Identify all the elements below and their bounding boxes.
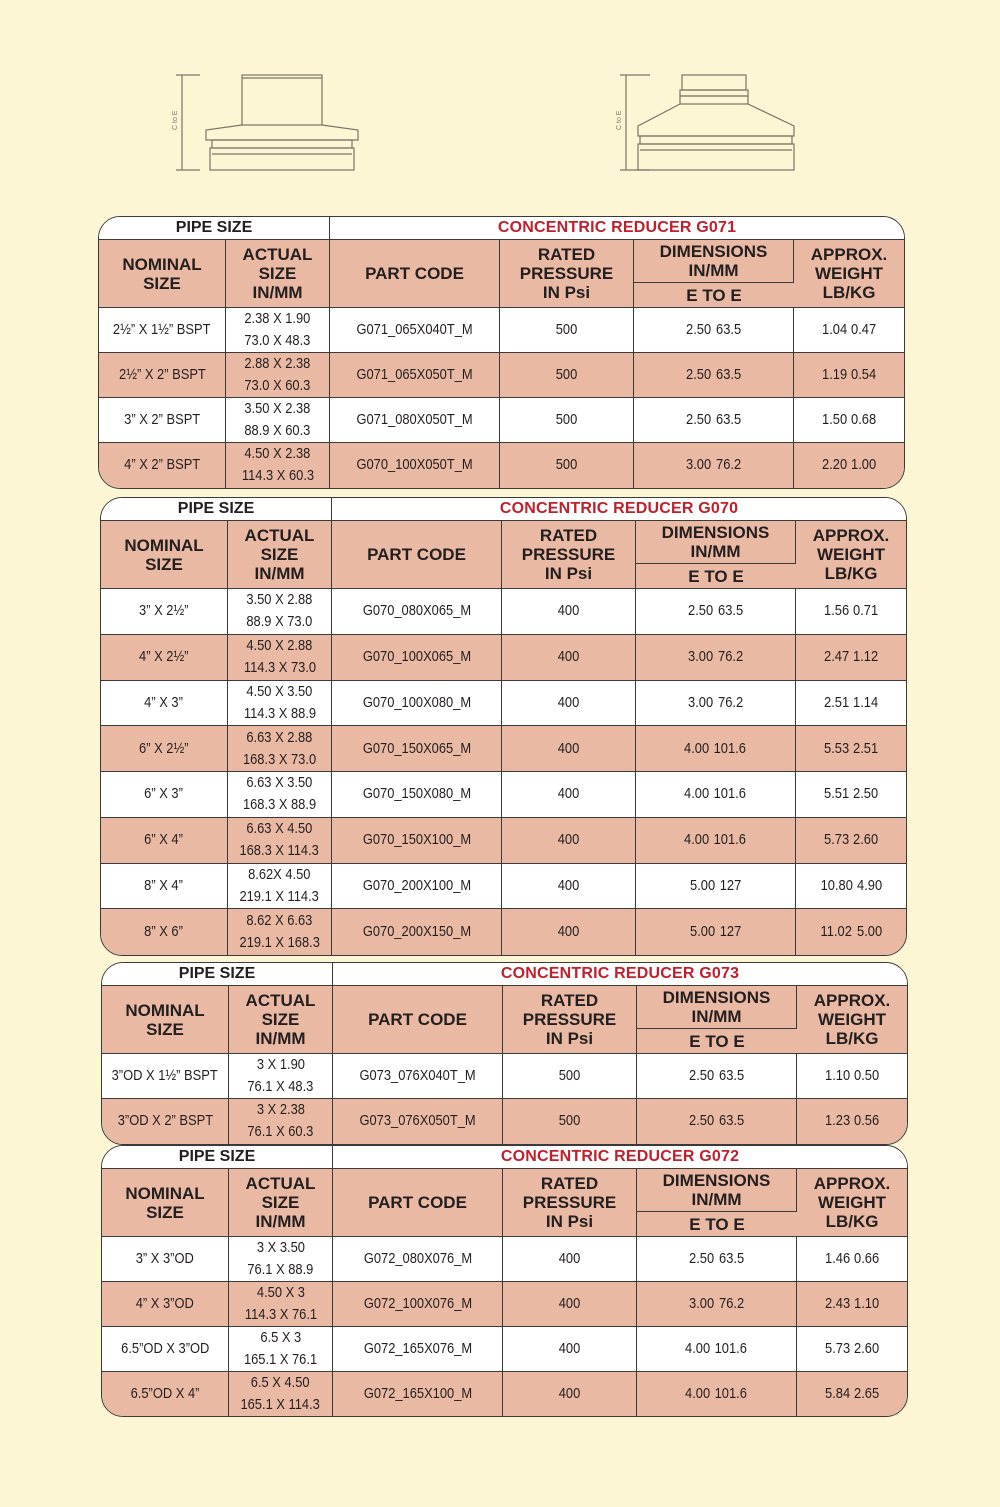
- nominal-size-cell: 6.5”OD X 4”: [102, 1372, 229, 1416]
- actual-size-cell: 6.63 X 2.88168.3 X 73.0: [228, 726, 332, 772]
- weight-cell: 1.10 0.50: [797, 1054, 907, 1099]
- weight-cell: 1.19 0.54: [794, 353, 904, 398]
- pressure-cell: 400: [503, 1327, 637, 1372]
- rated-pressure-header: RATED PRESSURE IN Psi: [503, 986, 637, 1054]
- table-row: [99, 398, 904, 443]
- weight-cell: 2.47 1.12: [796, 635, 906, 681]
- pressure-cell: 500: [503, 1099, 637, 1144]
- weight-cell: 2.20 1.00: [794, 443, 904, 488]
- dimension-cell: 4.00 101.6: [637, 1372, 797, 1416]
- part-code-cell: G073_076X050T_M: [333, 1099, 503, 1144]
- approx-weight-header: APPROX. WEIGHT LB/KG: [794, 240, 904, 308]
- nominal-size-cell: 8” X 6”: [101, 909, 228, 955]
- part-code-header: PART CODE: [330, 240, 500, 308]
- pressure-cell: 400: [502, 818, 636, 864]
- table-row: [99, 308, 904, 353]
- rated-pressure-header: RATED PRESSURE IN Psi: [503, 1169, 637, 1237]
- table-row: [101, 772, 906, 818]
- dimension-cell: 2.50 63.5: [636, 589, 796, 635]
- dimension-cell: 2.50 63.5: [637, 1099, 797, 1144]
- actual-size-cell: 3 X 1.9076.1 X 48.3: [229, 1054, 333, 1099]
- part-code-header: PART CODE: [332, 521, 502, 589]
- weight-cell: 5.84 2.65: [797, 1372, 907, 1416]
- part-code-cell: G072_165X100_M: [333, 1372, 503, 1416]
- actual-size-cell: 3 X 3.5076.1 X 88.9: [229, 1237, 333, 1282]
- table-row: [102, 1327, 907, 1372]
- dimensions-header: DIMENSIONS IN/MM: [637, 986, 797, 1029]
- pressure-cell: 400: [502, 589, 636, 635]
- nominal-size-cell: 4” X 3”: [101, 681, 228, 727]
- pressure-cell: 500: [500, 443, 634, 488]
- table-g073: [101, 962, 906, 1139]
- weight-cell: 2.43 1.10: [797, 1282, 907, 1327]
- actual-size-cell: 6.63 X 4.50168.3 X 114.3: [228, 818, 332, 864]
- table-row: [99, 443, 904, 488]
- actual-size-cell: 3.50 X 2.3888.9 X 60.3: [226, 398, 330, 443]
- pressure-cell: 500: [500, 398, 634, 443]
- nominal-size-cell: 8” X 4”: [101, 864, 228, 910]
- table-row: [102, 1372, 907, 1416]
- weight-cell: 1.04 0.47: [794, 308, 904, 353]
- part-code-header: PART CODE: [333, 1169, 503, 1237]
- actual-size-cell: 3.50 X 2.8888.9 X 73.0: [228, 589, 332, 635]
- actual-size-header: ACTUAL SIZE IN/MM: [228, 521, 332, 589]
- dimension-cell: 2.50 63.5: [637, 1237, 797, 1282]
- e-to-e-header: E TO E: [637, 1212, 797, 1237]
- part-code-cell: G070_150X100_M: [332, 818, 502, 864]
- pressure-cell: 400: [503, 1237, 637, 1282]
- series-title: CONCENTRIC REDUCER G073: [333, 963, 907, 986]
- e-to-e-header: E TO E: [634, 283, 794, 308]
- table-row: [102, 1237, 907, 1282]
- table-row: [102, 1282, 907, 1327]
- part-code-cell: G070_200X100_M: [332, 864, 502, 910]
- weight-cell: 1.50 0.68: [794, 398, 904, 443]
- dimension-cell: 2.50 63.5: [634, 353, 794, 398]
- nominal-size-cell: 6.5”OD X 3”OD: [102, 1327, 229, 1372]
- nominal-size-cell: 6” X 2½”: [101, 726, 228, 772]
- pipe-size-header: PIPE SIZE: [99, 217, 330, 240]
- dimensions-header: DIMENSIONS IN/MM: [636, 521, 796, 564]
- part-code-cell: G071_065X050T_M: [330, 353, 500, 398]
- table-row: [102, 1054, 907, 1099]
- actual-size-header: ACTUAL SIZE IN/MM: [229, 1169, 333, 1237]
- dimension-cell: 5.00 127: [636, 909, 796, 955]
- drawing-left-label: C to E: [172, 110, 179, 130]
- actual-size-cell: 3 X 2.3876.1 X 60.3: [229, 1099, 333, 1144]
- nominal-size-cell: 2½” X 1½” BSPT: [99, 308, 226, 353]
- table-row: [101, 681, 906, 727]
- part-code-cell: G072_165X076_M: [333, 1327, 503, 1372]
- spec-table: [101, 962, 908, 1145]
- part-code-cell: G073_076X040T_M: [333, 1054, 503, 1099]
- table-row: [101, 864, 906, 910]
- dimension-cell: 4.00 101.6: [636, 726, 796, 772]
- spec-table: [98, 216, 905, 489]
- pressure-cell: 400: [502, 772, 636, 818]
- actual-size-cell: 8.62 X 6.63219.1 X 168.3: [228, 909, 332, 955]
- drawing-right-label: C to E: [616, 110, 623, 130]
- weight-cell: 5.53 2.51: [796, 726, 906, 772]
- weight-cell: 1.46 0.66: [797, 1237, 907, 1282]
- actual-size-cell: 2.88 X 2.3873.0 X 60.3: [226, 353, 330, 398]
- table-row: [99, 353, 904, 398]
- dimension-cell: 4.00 101.6: [636, 772, 796, 818]
- reducer-drawing-threaded: [170, 70, 370, 180]
- actual-size-header: ACTUAL SIZE IN/MM: [226, 240, 330, 308]
- dimension-cell: 3.00 76.2: [636, 635, 796, 681]
- part-code-cell: G070_150X080_M: [332, 772, 502, 818]
- actual-size-cell: 6.5 X 3165.1 X 76.1: [229, 1327, 333, 1372]
- table-row: [101, 726, 906, 772]
- approx-weight-header: APPROX. WEIGHT LB/KG: [796, 521, 906, 589]
- pressure-cell: 400: [503, 1372, 637, 1416]
- pressure-cell: 400: [502, 635, 636, 681]
- series-title: CONCENTRIC REDUCER G070: [332, 498, 906, 521]
- nominal-size-cell: 6” X 4”: [101, 818, 228, 864]
- series-title: CONCENTRIC REDUCER G072: [333, 1146, 907, 1169]
- weight-cell: 10.80 4.90: [796, 864, 906, 910]
- pipe-size-header: PIPE SIZE: [101, 498, 332, 521]
- dimension-cell: 2.50 63.5: [634, 308, 794, 353]
- dimension-cell: 4.00 101.6: [636, 818, 796, 864]
- dimension-cell: 2.50 63.5: [634, 398, 794, 443]
- pressure-cell: 500: [503, 1054, 637, 1099]
- part-code-cell: G070_100X050T_M: [330, 443, 500, 488]
- nominal-size-cell: 4” X 2½”: [101, 635, 228, 681]
- pipe-size-header: PIPE SIZE: [102, 1146, 333, 1169]
- nominal-size-cell: 2½” X 2” BSPT: [99, 353, 226, 398]
- table-row: [102, 1099, 907, 1144]
- pressure-cell: 400: [503, 1282, 637, 1327]
- weight-cell: 5.73 2.60: [797, 1327, 907, 1372]
- actual-size-cell: 4.50 X 2.38114.3 X 60.3: [226, 443, 330, 488]
- weight-cell: 1.23 0.56: [797, 1099, 907, 1144]
- dimension-cell: 3.00 76.2: [636, 681, 796, 727]
- approx-weight-header: APPROX. WEIGHT LB/KG: [797, 986, 907, 1054]
- dimension-cell: 3.00 76.2: [637, 1282, 797, 1327]
- part-code-cell: G070_200X150_M: [332, 909, 502, 955]
- dimensions-header: DIMENSIONS IN/MM: [637, 1169, 797, 1212]
- approx-weight-header: APPROX. WEIGHT LB/KG: [797, 1169, 907, 1237]
- table-row: [101, 635, 906, 681]
- nominal-size-cell: 3” X 2” BSPT: [99, 398, 226, 443]
- part-code-cell: G070_150X065_M: [332, 726, 502, 772]
- part-code-cell: G071_080X050T_M: [330, 398, 500, 443]
- table-g070: [100, 497, 905, 951]
- dimension-cell: 4.00 101.6: [637, 1327, 797, 1372]
- table-row: [101, 818, 906, 864]
- actual-size-cell: 2.38 X 1.9073.0 X 48.3: [226, 308, 330, 353]
- weight-cell: 11.02 5.00: [796, 909, 906, 955]
- spec-table: [100, 497, 907, 956]
- pressure-cell: 500: [500, 353, 634, 398]
- spec-table: [101, 1145, 908, 1417]
- nominal-size-cell: 4” X 2” BSPT: [99, 443, 226, 488]
- weight-cell: 1.56 0.71: [796, 589, 906, 635]
- actual-size-cell: 6.63 X 3.50168.3 X 88.9: [228, 772, 332, 818]
- nominal-size-header: NOMINAL SIZE: [99, 240, 226, 308]
- nominal-size-cell: 3” X 3”OD: [102, 1237, 229, 1282]
- actual-size-cell: 6.5 X 4.50165.1 X 114.3: [229, 1372, 333, 1416]
- pressure-cell: 400: [502, 681, 636, 727]
- nominal-size-cell: 3”OD X 2” BSPT: [102, 1099, 229, 1144]
- dimension-cell: 3.00 76.2: [634, 443, 794, 488]
- dimension-cell: 2.50 63.5: [637, 1054, 797, 1099]
- weight-cell: 2.51 1.14: [796, 681, 906, 727]
- nominal-size-header: NOMINAL SIZE: [102, 986, 229, 1054]
- pressure-cell: 400: [502, 726, 636, 772]
- table-row: [101, 589, 906, 635]
- reducer-drawing-grooved: [610, 70, 810, 180]
- nominal-size-cell: 6” X 3”: [101, 772, 228, 818]
- actual-size-cell: 4.50 X 3.50114.3 X 88.9: [228, 681, 332, 727]
- pressure-cell: 400: [502, 909, 636, 955]
- nominal-size-header: NOMINAL SIZE: [101, 521, 228, 589]
- nominal-size-cell: 3” X 2½”: [101, 589, 228, 635]
- pressure-cell: 400: [502, 864, 636, 910]
- weight-cell: 5.51 2.50: [796, 772, 906, 818]
- nominal-size-cell: 4” X 3”OD: [102, 1282, 229, 1327]
- rated-pressure-header: RATED PRESSURE IN Psi: [502, 521, 636, 589]
- table-row: [101, 909, 906, 955]
- series-title: CONCENTRIC REDUCER G071: [330, 217, 904, 240]
- part-code-cell: G072_080X076_M: [333, 1237, 503, 1282]
- pressure-cell: 500: [500, 308, 634, 353]
- part-code-cell: G072_100X076_M: [333, 1282, 503, 1327]
- table-g071: [98, 216, 903, 483]
- actual-size-header: ACTUAL SIZE IN/MM: [229, 986, 333, 1054]
- actual-size-cell: 4.50 X 2.88114.3 X 73.0: [228, 635, 332, 681]
- part-code-cell: G070_080X065_M: [332, 589, 502, 635]
- rated-pressure-header: RATED PRESSURE IN Psi: [500, 240, 634, 308]
- e-to-e-header: E TO E: [637, 1029, 797, 1054]
- part-code-cell: G070_100X065_M: [332, 635, 502, 681]
- dimension-cell: 5.00 127: [636, 864, 796, 910]
- part-code-cell: G070_100X080_M: [332, 681, 502, 727]
- weight-cell: 5.73 2.60: [796, 818, 906, 864]
- part-code-cell: G071_065X040T_M: [330, 308, 500, 353]
- dimensions-header: DIMENSIONS IN/MM: [634, 240, 794, 283]
- nominal-size-cell: 3”OD X 1½” BSPT: [102, 1054, 229, 1099]
- e-to-e-header: E TO E: [636, 564, 796, 589]
- pipe-size-header: PIPE SIZE: [102, 963, 333, 986]
- table-g072: [101, 1145, 906, 1413]
- actual-size-cell: 8.62X 4.50219.1 X 114.3: [228, 864, 332, 910]
- actual-size-cell: 4.50 X 3114.3 X 76.1: [229, 1282, 333, 1327]
- nominal-size-header: NOMINAL SIZE: [102, 1169, 229, 1237]
- part-code-header: PART CODE: [333, 986, 503, 1054]
